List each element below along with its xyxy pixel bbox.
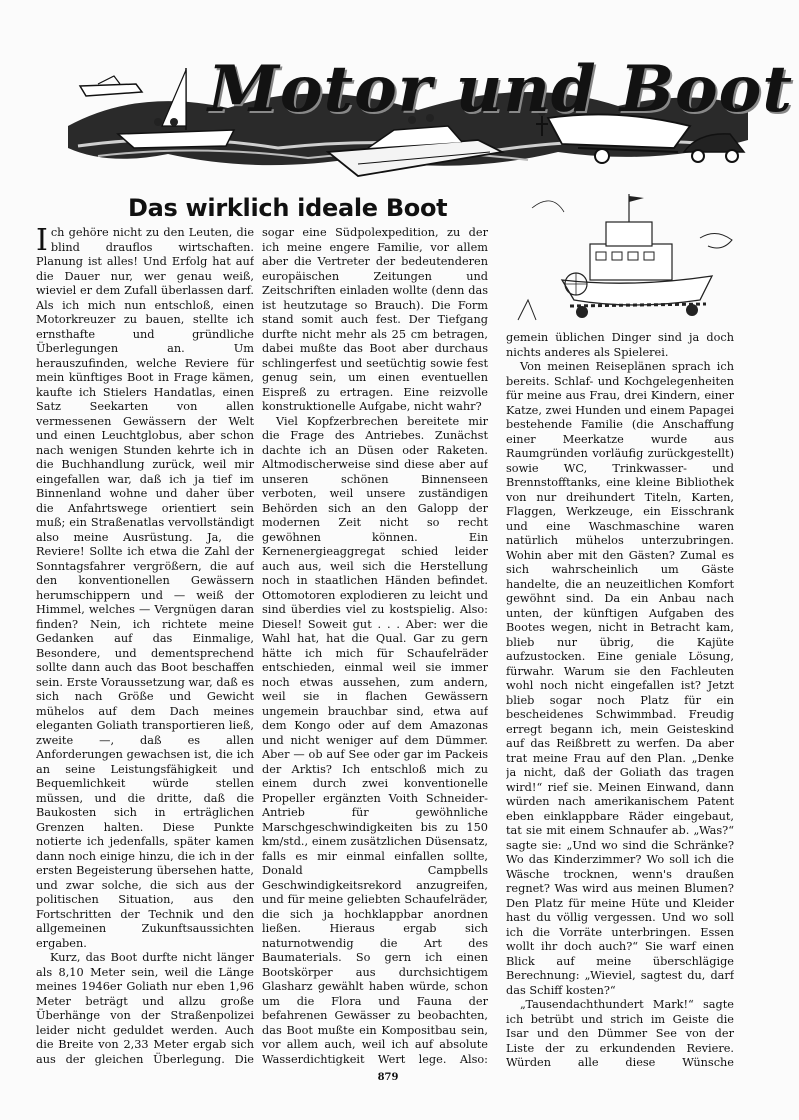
dropcap: I (36, 226, 48, 258)
cartoon-boat-illustration (512, 188, 742, 330)
article-column-3 (506, 331, 734, 1071)
paragraph-7: Von meinen Reiseplänen sprach ich bereits. Schlaf- und Kochgelegenheiten für meine aus Frau, drei Kindern, einer Katze, zwei Hunden und einem Papagei bestehende Familie (die Anschaffung einer Meerkatze wurde aus Raumgründen vorläufig zurückgestellt) sowie WC, Trinkwasser- und Brennstofftanks, eine kleine Bibliothek von nur dreihundert Titeln, Karten, Flaggen, Werkzeuge, ein Eisschrank und eine Waschmaschine waren natürlich mühelos unterzubringen. Wohin aber mit den Gästen? Zumal es sich wahrscheinlich um Gäste handelte, die an neuzeitlichen Komfort gewöhnt sind. Da ein Anbau nach unten, der künftigen Aufgaben des Bootes wegen, nicht in Betracht kam, blieb nur übrig, die Kajüte aufzustocken. Eine geniale Lösung, fürwahr. Warum sie den Fachleuten wohl noch nicht eingefallen ist? Jetzt blieb sogar noch Platz für ein bescheidenes Schwimmbad. Freudig erregt begann ich, mein Geisteskind auf das Reißbrett zu werfen. Da aber trat meine Frau auf den Plan. „Denke ja nicht, daß der Goliath das tragen wird!“ rief sie. Meinen Einwand, dann würden nach amerikanischem Patent eben einklappbare Räder eingebaut, tat sie mit einem Schnaufer ab. „Was?“ sagte sie: „Und wo sind die Schränke? Wo das Kinderzimmer? Wo soll ich die Wäsche trocknen, wenn's draußen regnet? Was wird aus meinen Blumen? Den Platz für meine Hüte und Kleider hast du völlig vergessen. Und wo soll ich die Vorräte unterbringen. Essen wollt ihr doch auch?“ Sie warf einen Blick auf meine überschlägige Berechnung: „Wieviel, sagtest du, darf das Schiff kosten?“ (506, 360, 734, 997)
paragraph-2: Kurz, das Boot durfte nicht länger als 8,10 Meter sein, weil die Länge meines 1946er Goliath nur eben 1,96 Meter beträgt und allzu große Überhänge von der Straßenpolizei leider nicht geduldet werden. Auch die Breite von 2,33 Meter ergab sich aus der gleichen Überlegung. Die (36, 951, 254, 1066)
paragraph-8: „Tausendachthundert Mark!“ sagte ich betrübt und strich im Geiste die Isar und den Dümmer See von der Liste der zu erkundenden Reviere. Würden alle diese Wünsche (506, 998, 734, 1069)
header-title: Motor und Boot (208, 52, 793, 127)
article-title: Das wirklich ideale Boot (128, 194, 448, 222)
paragraph-text: ch gehöre nicht zu den Leuten, die blind drauflos wirtschaften. Planung ist alles! Und Erfolg hat auf die Dauer nur, wer genau weiß, wieviel er dem Zufall überlassen darf. Als ich mich nun entschloß, einen Motorkreuzer zu bauen, stellte ich ernsthafte und gründliche Überlegungen an. Um herauszufinden, welche Reviere für mein künftiges Boot in Frage kämen, kaufte ich Stielers Handatlas, einen Satz Seekarten von allen vermessenen Gewässern der Welt und einen Leuchtglobus, aber schon nach wenigen Stunden kehrte ich in die Buchhandlung zurück, weil mir eingefallen war, daß ich ja tief im Binnenland wohne und daher über die Anfahrtswege orientiert sein muß; ein Straßenatlas vervollständigt also meine Ausrüstung. Ja, die Reviere! Sollte ich etwa die Zahl der Sonntagsfahrer vergrößern, die auf den konventionellen Gewässern herumschippern und — weiß der Himmel, welches — Vergnügen daran finden? Nein, ich richtete meine Gedanken auf das Einmalige, Besondere, und dementsprechend sollte dann auch das Boot beschaffen sein. Erste Voraussetzung war, daß es sich nach Größe und Gewicht mühelos auf dem Dach meines eleganten Goliath transportieren ließ, zweite —, daß es allen Anforderungen gewachsen ist, die ich an seine Leistungsfähigkeit und Bequemlichkeit würde stellen müssen, und die dritte, daß die Baukosten sich in erträglichen Grenzen halten. Diese Punkte notierte ich jedenfalls, später kamen dann noch einige hinzu, die ich in der ersten Begeisterung übersehen hatte, und zwar solche, die sich aus der politischen Situation, aus den Fortschritten der Technik und den allgemeinen Zukunftsaussichten ergaben. (36, 226, 254, 950)
cartoon-boat-drawing (512, 188, 742, 330)
page-number: 879 (377, 1072, 399, 1083)
paragraph-3: sogar eine Südpolexpedition, zu der ich meine engere Familie, vor allem aber die Vertreter der bedeutenderen europäischen Zeitungen und Zeitschriften einladen wollte (denn das ist heutzutage so Brauch). Die Form stand somit auch fest. Der Tiefgang durfte nicht mehr als 25 cm betragen, dabei mußte das Boot aber durchaus schlingerfest und seetüchtig sowie fest genug sein, um einen eventuellen Eispreß zu ertragen. Eine reizvolle konstruktionelle Aufgabe, nicht wahr? (262, 226, 488, 413)
article-column-1 (36, 226, 254, 1066)
paragraph-6: gemein üblichen Dinger sind ja doch nichts anderes als Spielerei. (506, 331, 734, 359)
paragraph-4: Viel Kopfzerbrechen bereitete mir die Frage des Antriebes. Zunächst dachte ich an Düsen oder Raketen. Altmodischerweise sind diese aber auf unseren schönen Binnenseen verboten, weil unsere zuständigen Behörden sich an den Galopp der modernen Zeit nicht so recht gewöhnen können. Ein Kernenergieaggregat schied leider auch aus, weil sich die Herstellung noch in staatlichen Händen befindet. Ottomotoren explodieren zu leicht und sind überdies viel zu kostspielig. Also: Diesel! Soweit gut . . . Aber: wer die Wahl hat, hat die Qual. Gar zu gern hätte ich mich für Schaufelräder entschieden, einmal weil sie immer noch etwas aussehen, zum andern, weil sie in flachen Gewässern ungemein brauchbar sind, etwa auf dem Kongo oder auf dem Amazonas und nicht weniger auf dem Dümmer. Aber — ob auf See oder gar im Packeis der Arktis? Ich entschloß mich zu einem durch zwei konventionelle Propeller ergänzten Voith Schneider-Antrieb für gewöhnliche Marschgeschwindigkeiten bis zu 150 km/std., einem zusätzlichen Düsensatz, falls es mir einmal einfallen sollte, Donald Campbells Geschwindigkeitsrekord anzugreifen, und für meine geliebten Schaufelräder, die sich ja hochklappbar anordnen ließen. Hieraus ergab sich naturnotwendig die Art des Baumaterials. So gern ich einen Bootskörper aus durchsichtigem Glasharz gewählt haben würde, schon um die Flora und Fauna der befahrenen Gewässer zu beobachten, das Boot mußte ein Kompositbau sein, vor allem auch, weil ich auf absolute Wasserdichtigkeit Wert lege. Also: (262, 414, 488, 1066)
paragraph-1 (36, 226, 254, 951)
header-banner (58, 48, 793, 188)
article-column-2 (262, 226, 488, 1066)
